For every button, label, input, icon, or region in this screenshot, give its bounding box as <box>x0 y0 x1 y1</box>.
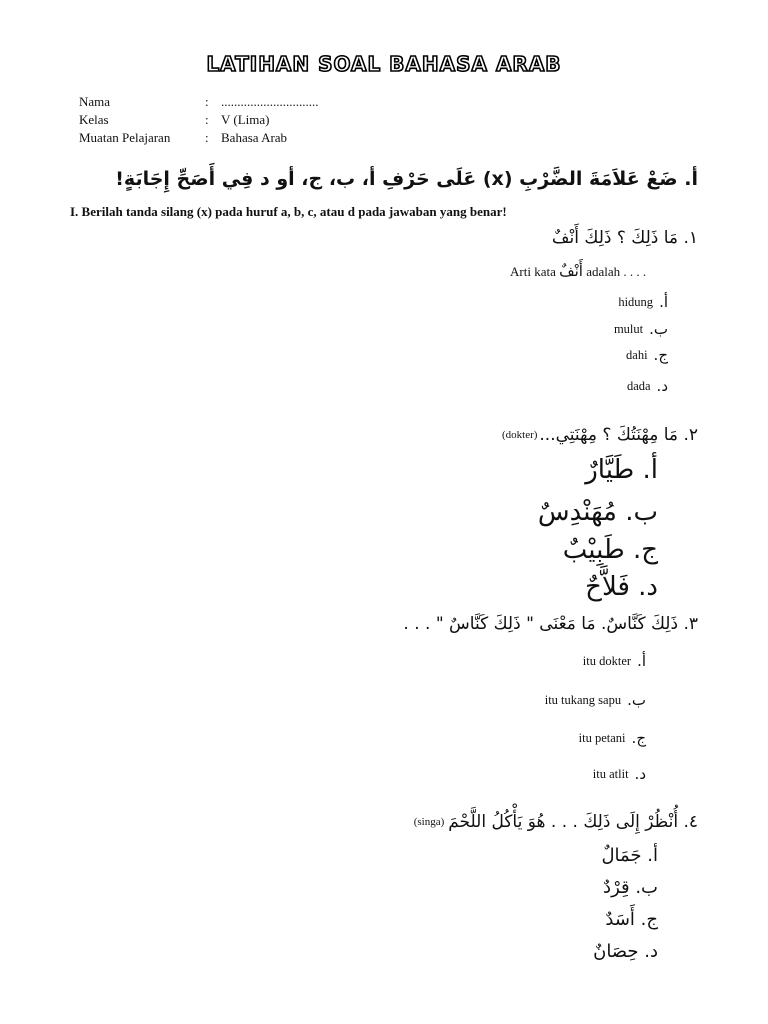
info-label: Kelas <box>79 112 109 127</box>
option-letter: أ. <box>659 293 668 311</box>
q4-option-b[interactable]: ب. قِرْدٌ <box>603 877 658 898</box>
option-text: dada <box>626 378 651 393</box>
question-2-hint: (dokter) <box>501 429 538 441</box>
q1-option-d[interactable] <box>627 377 668 395</box>
sub-word: أَنْفٌ <box>559 262 583 280</box>
option-letter: ج. <box>631 729 646 747</box>
info-value: .............................. <box>221 94 319 109</box>
info-colon: : <box>205 130 209 145</box>
page-title: LATIHAN SOAL BAHASA ARAB <box>206 52 562 76</box>
question-2-text: ٢. مَا مِهْنَتُكَ ؟ مِهْنَتِي... <box>539 425 698 445</box>
q2-option-b[interactable]: ب. مُهَنْدِسٌ <box>537 497 658 527</box>
option-text: itu dokter <box>582 653 632 668</box>
option-letter: ب. <box>627 691 646 709</box>
info-row-nama <box>79 93 319 111</box>
option-text: itu atlit <box>592 766 629 781</box>
arabic-instruction: أ. ضَعْ عَلاَمَةَ الضَّرْبِ (x) عَلَى حَرْفِ أ، ب، ج، أو د فِي أَصَحِّ إِجَابَةٍ! <box>115 168 698 190</box>
info-colon: : <box>205 94 209 109</box>
option-letter: د. <box>656 377 668 395</box>
sub-prefix: Arti kata <box>510 264 556 279</box>
info-row-muatan <box>79 129 319 147</box>
info-row-kelas <box>79 111 319 129</box>
option-letter: د. <box>634 765 646 783</box>
q2-option-a[interactable]: أ. طَيَّارٌ <box>585 455 658 485</box>
q1-option-c[interactable] <box>626 346 668 364</box>
sub-suffix: adalah . . . . <box>586 264 647 279</box>
question-4-text: ٤. أُنْظُرْ إِلَى ذَلِكَ . . . هُوَ يَأْكُلُ اللَّحْمَ <box>448 812 698 832</box>
q3-option-a[interactable] <box>583 652 646 670</box>
q4-option-c[interactable]: ج. أَسَدٌ <box>605 909 658 930</box>
info-colon: : <box>205 112 209 127</box>
question-4 <box>414 812 698 832</box>
info-label: Muatan Pelajaran <box>79 130 171 145</box>
info-value: V (Lima) <box>221 112 270 127</box>
info-value: Bahasa Arab <box>221 130 288 145</box>
q2-option-d[interactable]: د. فَلاَّحٌ <box>585 572 658 602</box>
q4-option-a[interactable]: أ. جَمَالٌ <box>601 845 658 866</box>
option-letter: أ. <box>637 652 646 670</box>
q1-option-b[interactable] <box>614 320 668 338</box>
instruction-text: I. Berilah tanda silang (x) pada huruf a, b, c, atau d pada jawaban yang benar! <box>70 204 507 219</box>
question-1: ١. مَا ذَلِكَ ؟ ذَلِكَ أَنْفٌ <box>551 228 698 248</box>
q3-option-d[interactable] <box>593 765 646 783</box>
question-3: ٣. ذَلِكَ كَنَّاسٌ. مَا مَعْنَى " ذَلِكَ كَنَّاسٌ " . . . <box>403 614 698 634</box>
student-info <box>79 93 319 147</box>
question-1-sub <box>510 262 646 280</box>
q1-option-a[interactable] <box>618 293 668 311</box>
question-2 <box>502 425 698 445</box>
option-text: hidung <box>618 294 654 309</box>
option-letter: ج. <box>653 346 668 364</box>
option-text: mulut <box>613 321 644 336</box>
q4-option-d[interactable]: د. حِصَانٌ <box>593 941 658 962</box>
option-text: itu tukang sapu <box>544 692 622 707</box>
question-4-hint: (singa) <box>413 816 445 828</box>
option-text: dahi <box>626 347 648 362</box>
option-letter: ب. <box>649 320 668 338</box>
q2-option-c[interactable]: ج. طَبِيْبٌ <box>562 535 658 565</box>
q3-option-b[interactable] <box>545 691 646 709</box>
option-text: itu petani <box>578 730 626 745</box>
q3-option-c[interactable] <box>579 729 646 747</box>
info-label: Nama <box>79 94 111 109</box>
